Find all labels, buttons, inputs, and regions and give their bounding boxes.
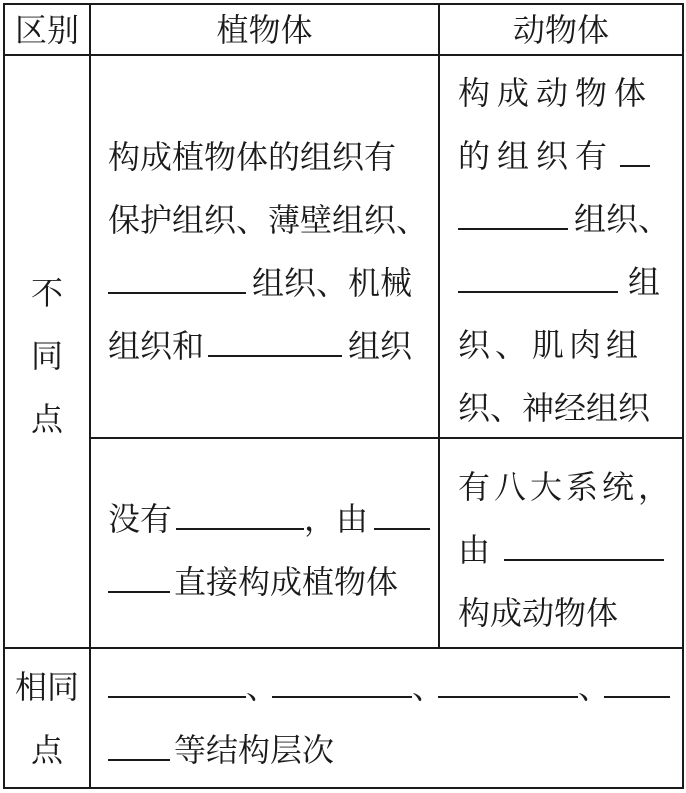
plant-tissue-line-4-text-a: 组织和: [108, 327, 205, 365]
label-column-divider: [89, 3, 91, 789]
border-right: [682, 3, 684, 789]
animal-system-line-3: 构成动物体: [458, 594, 619, 632]
animal-tissue-line-1: 构成动物体: [458, 74, 654, 112]
plant-system-line-1: [108, 488, 433, 551]
plant-system-line-2: [108, 551, 433, 614]
answer-blank[interactable]: [374, 498, 430, 530]
same-row-divider: [3, 647, 684, 649]
animal-tissue-cell: [458, 62, 680, 440]
animal-tissue-line-5: 织、肌肉组: [458, 326, 644, 364]
different-label-char-1: 不: [30, 274, 63, 312]
answer-blank[interactable]: [108, 561, 170, 593]
plant-system-line-1-text-b: ，由: [304, 500, 369, 538]
animal-tissue-line-3-text: 组织、: [574, 200, 671, 238]
animal-tissue-line-2-text: 的组织有: [458, 137, 615, 175]
animal-tissue-line-4: [458, 251, 680, 314]
border-bottom: [3, 787, 684, 789]
same-line-2: [108, 719, 680, 782]
answer-blank[interactable]: [176, 498, 304, 530]
same-label: [5, 656, 89, 782]
header-col-label: 区别: [14, 11, 79, 49]
answer-blank[interactable]: [272, 666, 412, 698]
same-label-line-2: 点: [30, 731, 63, 769]
animal-system-cell: [458, 456, 680, 645]
plant-system-line-1-text-a: 没有: [108, 500, 173, 538]
same-line-2-text: 等结构层次: [174, 731, 335, 769]
animal-system-line-2: [458, 519, 680, 582]
plant-tissue-line-3: [108, 252, 433, 315]
plant-system-cell: [108, 488, 433, 614]
answer-blank[interactable]: [108, 262, 246, 294]
same-label-line-1: 相同: [14, 668, 79, 706]
animal-system-line-2-text: 由: [458, 531, 491, 569]
same-cell: [108, 656, 680, 782]
answer-blank[interactable]: [458, 261, 618, 293]
animal-tissue-line-6: 织、神经组织: [458, 389, 651, 427]
header-plant: 植物体: [216, 11, 313, 49]
plant-system-line-2-text: 直接构成植物体: [174, 563, 399, 601]
different-label-char-2: 同: [30, 337, 63, 375]
answer-blank[interactable]: [208, 325, 342, 357]
answer-blank[interactable]: [458, 198, 568, 230]
animal-system-line-1: 有八大系统，: [458, 468, 675, 506]
plant-tissue-line-4-text-b: 组织: [348, 327, 413, 365]
answer-blank[interactable]: [620, 135, 650, 167]
plant-tissue-line-2: 保护组织、薄壁组织、: [108, 201, 429, 239]
different-label: [5, 262, 89, 451]
different-label-char-3: 点: [30, 400, 63, 438]
separator: 、: [578, 668, 611, 706]
separator: 、: [246, 668, 279, 706]
plant-animal-divider: [438, 3, 440, 648]
plant-tissue-cell: [108, 126, 433, 378]
answer-blank[interactable]: [108, 729, 170, 761]
answer-blank[interactable]: [504, 529, 664, 561]
answer-blank[interactable]: [604, 666, 670, 698]
animal-tissue-line-2: [458, 125, 680, 188]
answer-blank[interactable]: [438, 666, 578, 698]
animal-tissue-line-3: [458, 188, 680, 251]
plant-tissue-line-4: [108, 315, 433, 378]
header-animal: 动物体: [512, 11, 609, 49]
same-line-1: [108, 656, 680, 719]
answer-blank[interactable]: [108, 666, 246, 698]
plant-tissue-line-1: 构成植物体的组织有: [108, 138, 397, 176]
animal-tissue-line-4-text: 组: [628, 263, 661, 301]
plant-tissue-line-3-text: 组织、机械: [252, 264, 413, 302]
separator: 、: [412, 668, 445, 706]
